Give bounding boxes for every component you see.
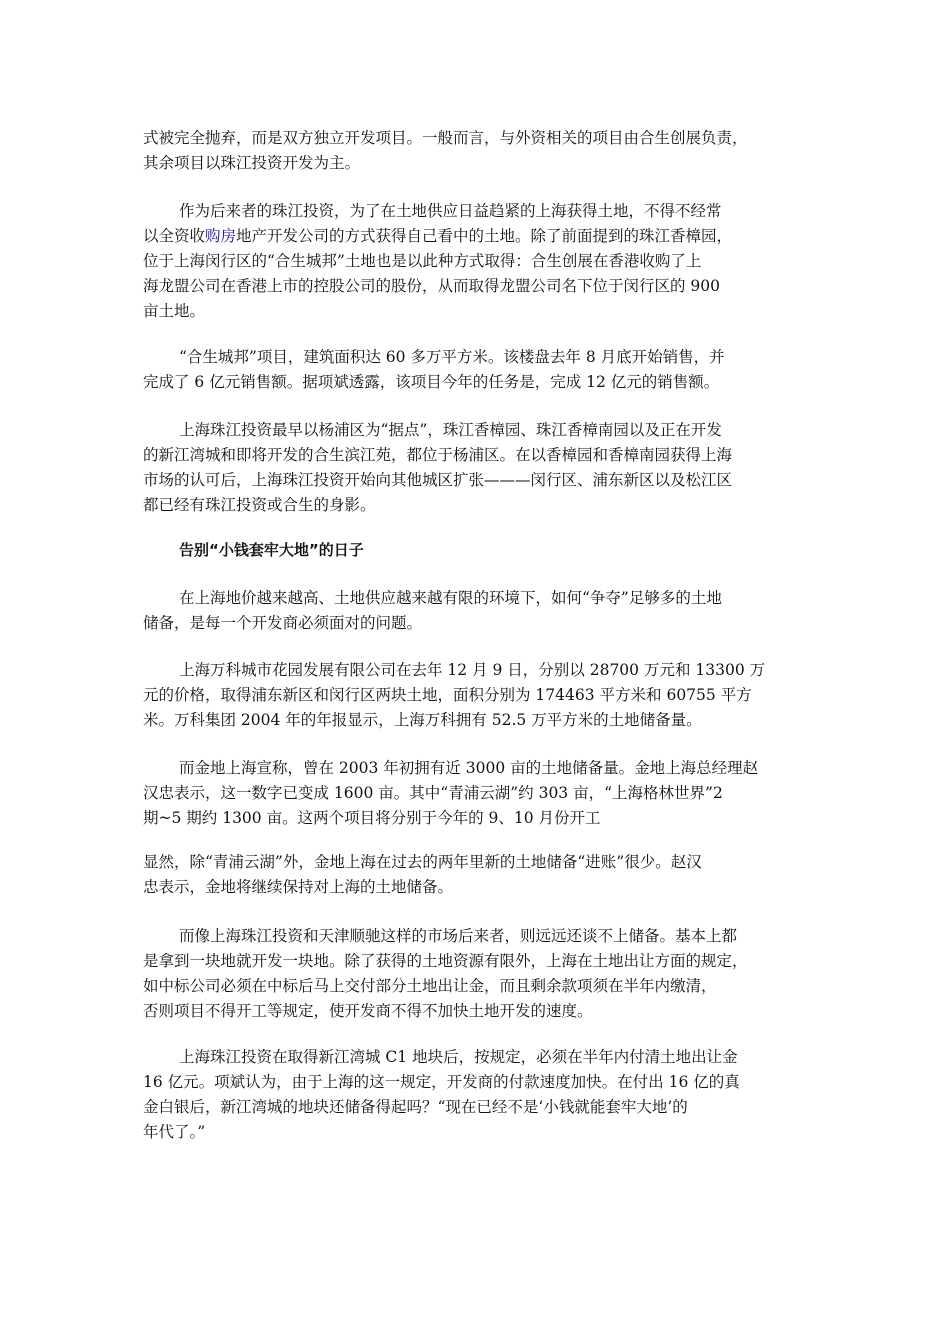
text-line: 金白银后，新江湾城的地块还储备得起吗？“现在已经不是‘小钱就能套牢大地’的 [143, 1098, 688, 1116]
text-line: 如中标公司必须在中标后马上交付部分土地出让金，而且剩余款项须在半年内缴清， [143, 977, 717, 995]
paragraph-3 [143, 345, 823, 395]
text-line: 的新江湾城和即将开发的合生滨江苑，都位于杨浦区。在以香樟园和香樟南园获得上海 [143, 446, 733, 464]
text-line: 在上海地价越来越高、土地供应越来越有限的环境下，如何“争夺”足够多的土地 [179, 589, 722, 607]
text-line: “合生城邦”项目，建筑面积达 60 多万平方米。该楼盘去年 8 月底开始销售，并 [179, 348, 725, 366]
buy-house-link[interactable]: 购房 [205, 227, 237, 245]
text-line: 期~5 期约 1300 亩。这两个项目将分别于今年的 9、10 月份开工 [143, 809, 601, 827]
paragraph-8 [143, 850, 823, 900]
text-segment: 以全资收 [143, 227, 206, 245]
text-line: 完成了 6 亿元销售额。据项斌透露，该项目今年的任务是，完成 12 亿元的销售额。 [143, 373, 720, 391]
section-heading: 告别“小钱套牢大地”的日子 [179, 541, 364, 559]
paragraph-9 [143, 924, 823, 1024]
paragraph-7 [143, 756, 823, 831]
text-line: 储备，是每一个开发商必须面对的问题。 [143, 614, 423, 632]
paragraph-2 [143, 199, 823, 324]
paragraph-10 [143, 1045, 823, 1145]
text-line: 式被完全抛弃，而是双方独立开发项目。一般而言，与外资相关的项目由合生创展负责， [143, 129, 748, 147]
text-line: 上海珠江投资最早以杨浦区为“据点”，珠江香樟园、珠江香樟南园以及正在开发 [179, 421, 722, 439]
text-line: 否则项目不得开工等规定，使开发商不得不加快土地开发的速度。 [143, 1002, 593, 1020]
text-line: 作为后来者的珠江投资，为了在土地供应日益趋紧的上海获得土地，不得不经常 [179, 202, 722, 220]
text-line: 上海万科城市花园发展有限公司在去年 12 月 9 日，分别以 28700 万元和 13300 万 [179, 661, 766, 679]
text-line: 海龙盟公司在香港上市的控股公司的股份，从而取得龙盟公司名下位于闵行区的 900 [143, 277, 721, 295]
text-line: 都已经有珠江投资或合生的身影。 [143, 496, 376, 514]
text-line: 而金地上海宣称，曾在 2003 年初拥有近 3000 亩的土地储备量。金地上海总经理赵 [179, 759, 759, 777]
paragraph-6 [143, 658, 823, 733]
section-heading-block [143, 538, 823, 563]
text-line: 其余项目以珠江投资开发为主。 [143, 154, 361, 172]
text-line: 忠表示，金地将继续保持对上海的土地储备。 [143, 878, 454, 896]
paragraph-1 [143, 126, 823, 176]
text-line: 是拿到一块地就开发一块地。除了获得的土地资源有限外，上海在土地出让方面的规定， [143, 952, 748, 970]
text-line: 米。万科集团 2004 年的年报显示，上海万科拥有 52.5 万平方米的土地储备量。 [143, 711, 702, 729]
text-line: 元的价格，取得浦东新区和闵行区两块土地，面积分别为 174463 平方米和 60755 平方 [143, 686, 752, 704]
paragraph-5 [143, 586, 823, 636]
text-line: 16 亿元。项斌认为，由于上海的这一规定，开发商的付款速度加快。在付出 16 亿的真 [143, 1073, 740, 1091]
text-segment: 地产开发公司的方式获得自己看中的土地。除了前面提到的珠江香樟园， [236, 227, 733, 245]
text-line: 亩土地。 [143, 302, 206, 320]
text-line: 年代了。” [143, 1123, 206, 1141]
text-line: 而像上海珠江投资和天津顺驰这样的市场后来者，则远远还谈不上储备。基本上都 [179, 927, 738, 945]
paragraph-4 [143, 418, 823, 518]
text-line [143, 224, 823, 249]
text-line: 上海珠江投资在取得新江湾城 C1 地块后，按规定，必须在半年内付清土地出让金 [179, 1048, 738, 1066]
text-line: 市场的认可后，上海珠江投资开始向其他城区扩张———闵行区、浦东新区以及松江区 [143, 471, 733, 489]
text-line: 显然，除“青浦云湖”外，金地上海在过去的两年里新的土地储备“进账”很少。赵汉 [143, 853, 702, 871]
text-line: 汉忠表示，这一数字已变成 1600 亩。其中“青浦云湖”约 303 亩，“上海格林世界”2 [143, 784, 723, 802]
text-line: 位于上海闵行区的“合生城邦”土地也是以此种方式取得：合生创展在香港收购了上 [143, 252, 702, 270]
